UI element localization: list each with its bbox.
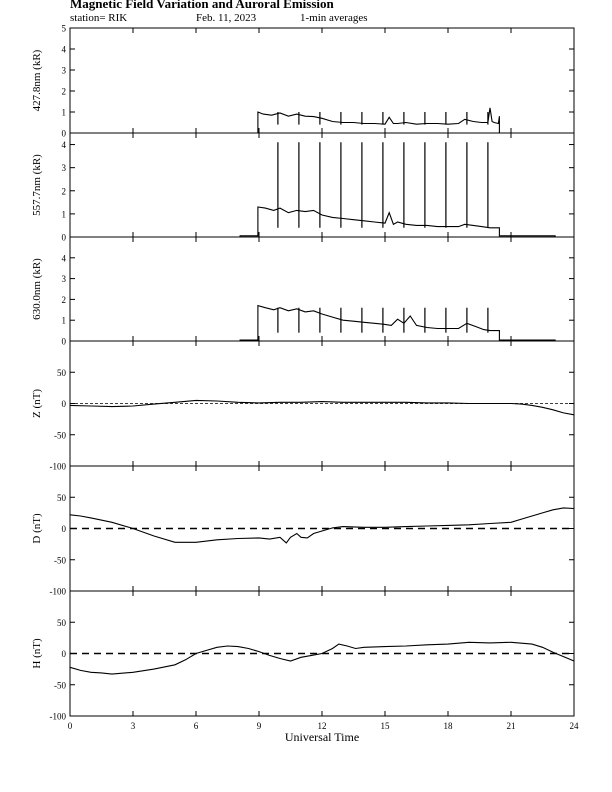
p5577-ylabel: 557.7nm (kR): [31, 154, 43, 216]
xtick-label: 12: [317, 721, 327, 731]
averaging-label: 1-min averages: [300, 12, 368, 24]
p4278-ytick-label: 5: [61, 23, 66, 34]
p6300-ytick-label: 1: [61, 315, 66, 326]
date-label: Feb. 11, 2023: [196, 12, 257, 24]
pZ-ytick-label: -100: [49, 461, 66, 472]
p5577-ytick-label: 4: [61, 140, 66, 151]
pD-ylabel: D (nT): [31, 513, 43, 544]
pH-ytick-label: 50: [57, 617, 66, 628]
pD-series-line: [70, 508, 574, 543]
xtick-label: 15: [380, 721, 390, 731]
p5577-ytick-label: 0: [61, 232, 66, 243]
pZ-ytick-label: 50: [57, 367, 66, 378]
p4278-ytick-label: 3: [61, 65, 66, 76]
pD-ytick-label: -50: [54, 555, 66, 566]
p6300-ytick-label: 0: [61, 336, 66, 347]
pD-ytick-label: -100: [49, 586, 66, 597]
p5577-ytick-label: 2: [61, 186, 66, 197]
pD-ytick-label: 0: [61, 524, 66, 534]
xtick-label: 9: [256, 721, 262, 731]
pZ-ytick-label: 0: [61, 399, 66, 409]
pZ-series-line: [70, 400, 574, 414]
p6300-ytick-label: 4: [61, 253, 66, 264]
pH-ytick-label: -50: [54, 680, 66, 691]
xtick-label: 21: [506, 721, 516, 731]
p4278-ylabel: 427.8nm (kR): [31, 49, 43, 112]
p4278-ytick-label: 0: [61, 128, 66, 139]
xaxis-label: Universal Time: [284, 730, 360, 744]
p5577-frame: [70, 133, 574, 237]
pH-ytick-label: 0: [61, 649, 66, 659]
p6300-ylabel: 630.0nm (kR): [31, 258, 43, 320]
p6300-frame: [70, 237, 574, 341]
pH-series-line: [70, 642, 574, 674]
p6300-ytick-label: 3: [61, 274, 66, 285]
xtick-label: 18: [443, 721, 453, 731]
p4278-frame: [70, 28, 574, 133]
xtick-label: 0: [67, 721, 73, 731]
p6300-series-line: [70, 306, 574, 341]
xtick-label: 24: [569, 721, 579, 731]
pH-ytick-label: -100: [49, 711, 66, 722]
p4278-ytick-label: 4: [61, 44, 66, 55]
pD-ytick-label: 50: [57, 492, 66, 503]
xtick-label: 6: [193, 721, 199, 731]
xtick-label: 3: [130, 721, 136, 731]
pZ-ytick-label: -50: [54, 430, 66, 441]
pH-ylabel: H (nT): [31, 638, 43, 669]
p5577-ytick-label: 3: [61, 163, 66, 174]
p4278-ytick-label: 2: [61, 86, 66, 97]
p4278-ytick-label: 1: [61, 107, 66, 118]
station-label: station= RIK: [70, 12, 128, 24]
chart-title: Magnetic Field Variation and Auroral Emission: [70, 0, 334, 11]
pZ-ylabel: Z (nT): [31, 388, 43, 419]
p6300-ytick-label: 2: [61, 294, 66, 305]
p5577-ytick-label: 1: [61, 209, 66, 220]
